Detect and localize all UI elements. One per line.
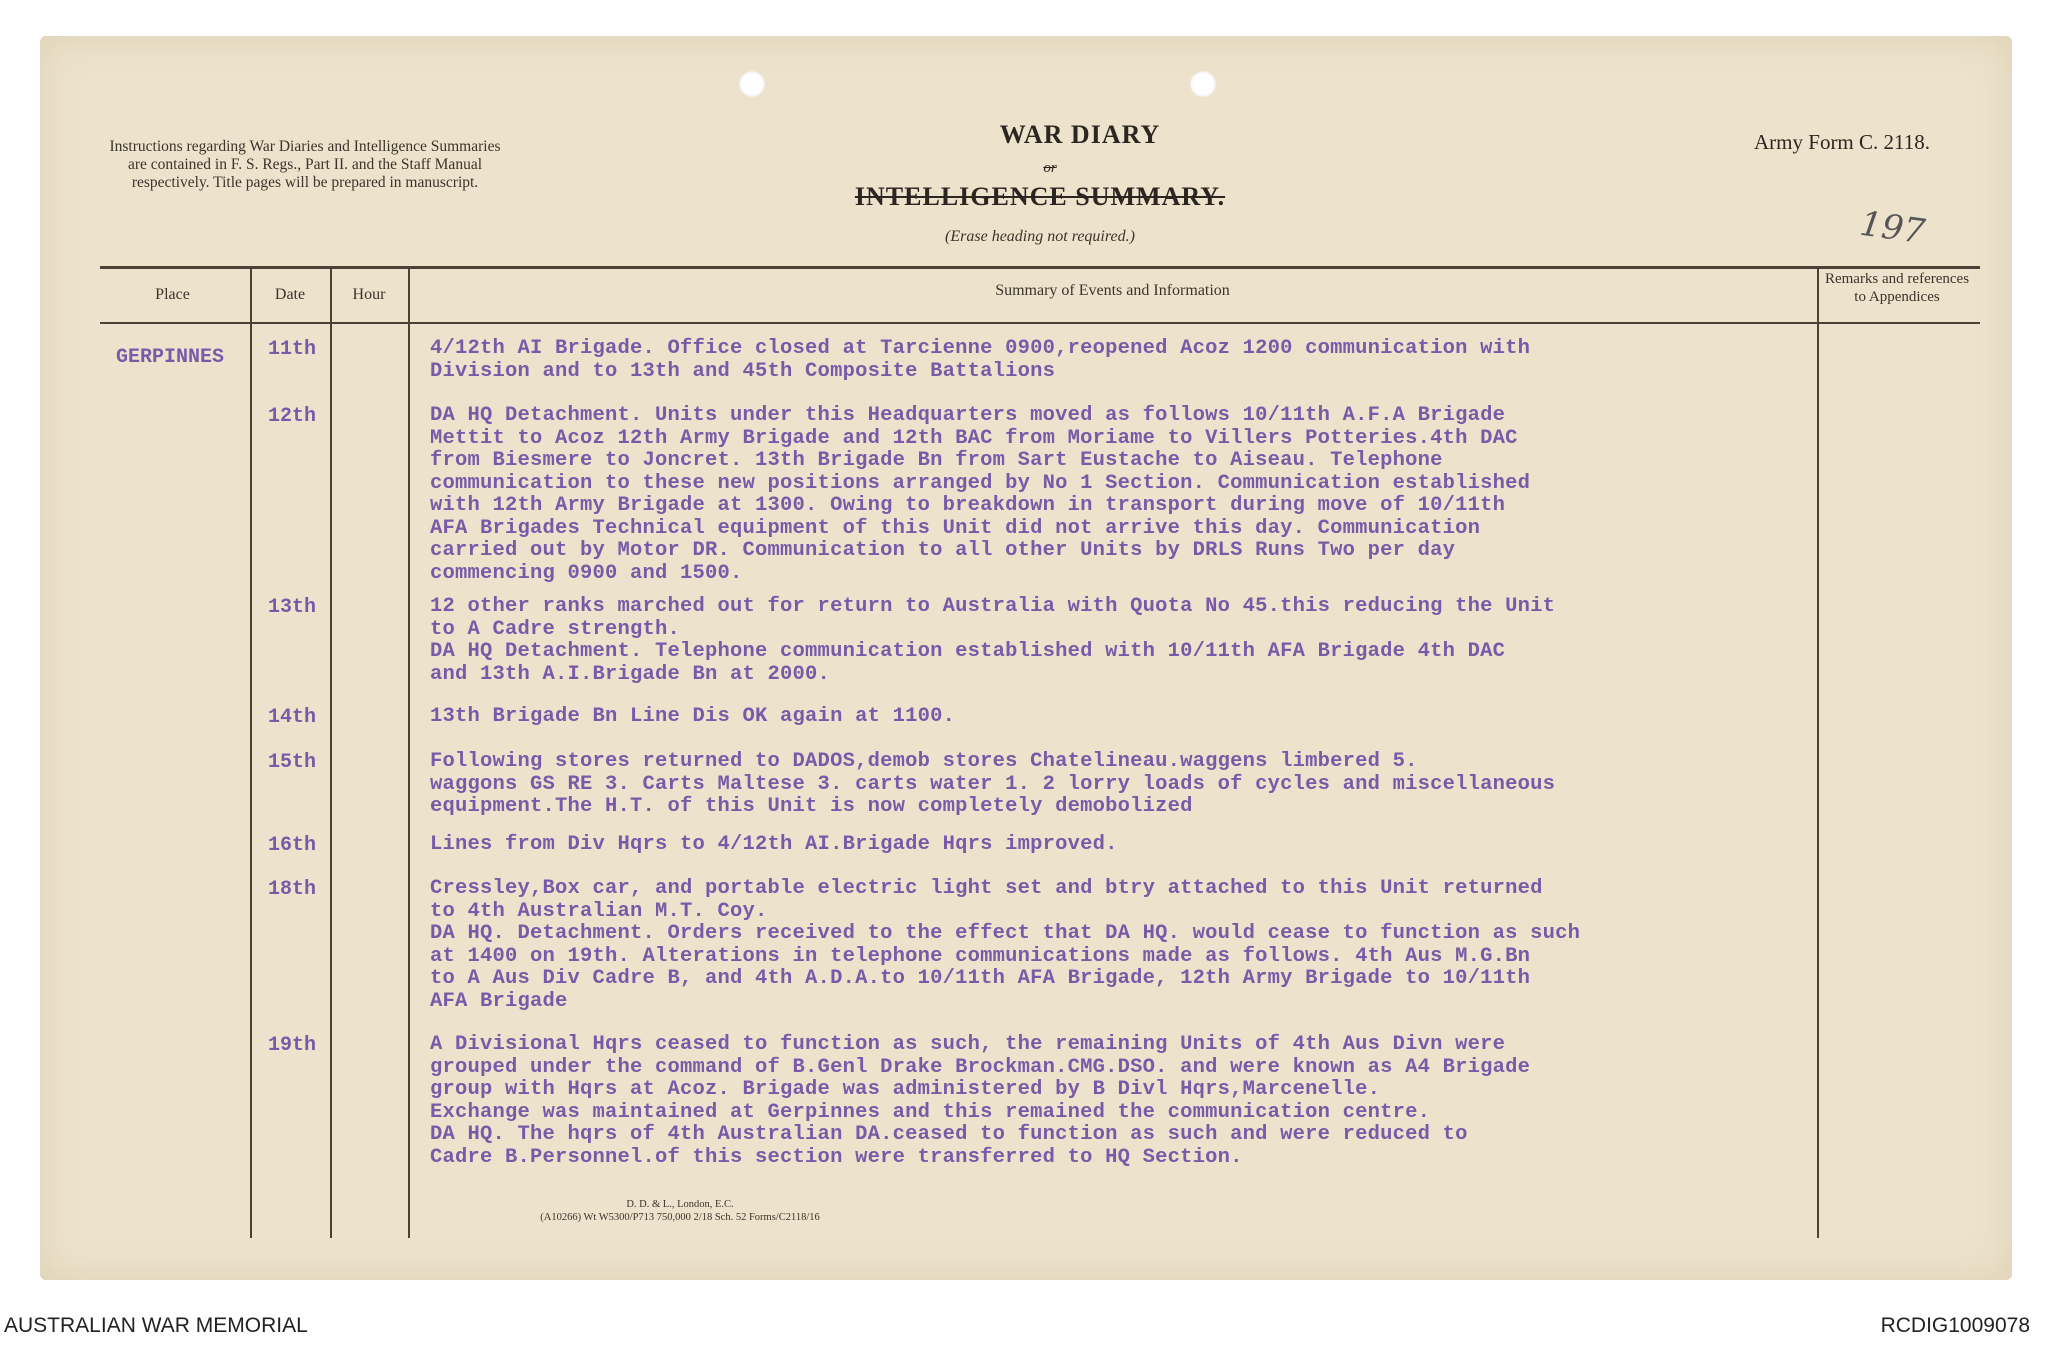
archive-credit: AUSTRALIAN WAR MEMORIAL [4,1314,308,1337]
army-form-number: Army Form C. 2118. [1754,130,1930,154]
column-divider [250,266,252,1238]
entry-date: 18th [268,878,317,901]
page-number: 197 [1857,203,1928,253]
entry-text: 4/12th AI Brigade. Office closed at Tarcienne 0900,reopened Acoz 1200 communication with Division and to 13th and 45th Composite Battalions [430,337,1531,383]
entry-text: A Divisional Hqrs ceased to function as such, the remaining Units of 4th Aus Divn were grouped under the command of B.Genl Drake Brockman.CMG.DSO. and were known as A4 Brigade group with Hqrs at Acoz. Brigade was administered by B Divl Hqrs,Marcenelle. Exchange was maintained at Gerpinnes and this remained the communication centre. DA HQ. The hqrs of 4th Australian DA.ceased to function as such and were reduced to Cadre B.Personnel.of this section were transferred to HQ Section. [430,1033,1531,1169]
column-header-remarks: Remarks and references to Appendices [1824,271,1970,305]
entry-text: Lines from Div Hqrs to 4/12th AI.Brigade Hqrs improved. [430,833,1118,856]
entry-date: 11th [268,338,317,361]
entry-text: Cressley,Box car, and portable electric light set and btry attached to this Unit returned to 4th Australian M.T. Coy. DA HQ. Detachment. Orders received to the effect that DA HQ. would cease to function as such at 1400 on 19th. Alterations in telephone communications made as follows. 4th Aus M.G.Bn to A Aus Div Cadre B, and 4th A.D.A.to 10/11th AFA Brigade, 12th Army Brigade to 10/11th AFA Brigade [430,877,1581,1013]
column-divider [330,266,332,1238]
entry-date: 15th [268,751,317,774]
archive-id: RCDIG1009078 [1880,1314,2030,1337]
form-subtitle: INTELLIGENCE SUMMARY. [854,182,1226,211]
place-name: GERPINNES [116,346,225,369]
entry-date: 12th [268,405,317,428]
entry-text: 13th Brigade Bn Line Dis OK again at 1100. [430,705,956,728]
entry-text: 12 other ranks marched out for return to Australia with Quota No 45.this reducing the Unit to A Cadre strength. DA HQ Detachment. Telephone communication established with 10/11th AFA Brigade 4th DAC and 13th A.I.Brigade Bn at 2000. [430,595,1556,686]
instructions-note: Instructions regarding War Diaries and Intelligence Summaries are contained in F. S. Regs., Part II. and the Staff Manual respectively. Title pages will be prepared in manuscript. [109,138,501,191]
printer-line: D. D. & L., London, E.C. [626,1199,734,1210]
column-divider [1817,266,1819,1238]
entry-text: Following stores returned to DADOS,demob stores Chatelineau.waggens limbered 5. waggons GS RE 3. Carts Maltese 3. carts water 1. 2 lorry loads of cycles and miscellaneous equipment.The H.T. of this Unit is now completely demobolized [430,750,1556,818]
column-header-hour: Hour [352,286,386,303]
table-header-rule [100,322,1980,324]
entry-date: 13th [268,596,317,619]
punch-hole [1190,71,1216,97]
entry-date: 19th [268,1034,317,1057]
punch-hole [739,71,765,97]
entry-text: DA HQ Detachment. Units under this Headquarters moved as follows 10/11th A.F.A Brigade Mettit to Acoz 12th Army Brigade and 12th BAC from Moriame to Villers Potteries.4th DAC from Biesmere to Joncret. 13th Brigade Bn from Sart Eustache to Aiseau. Telephone communication to these new positions arranged by No 1 Section. Communication established with 12th Army Brigade at 1300. Owing to breakdown in transport during move of 10/11th AFA Brigades Technical equipment of this Unit did not arrive this day. Communication carried out by Motor DR. Communication to all other Units by DRLS Runs Two per day commencing 0900 and 1500. [430,404,1531,585]
form-title: WAR DIARY [999,120,1161,149]
column-header-summary: Summary of Events and Information [995,282,1230,299]
table-top-rule [100,266,1980,269]
printer-line: (A10266) Wt W5300/P713 750,000 2/18 Sch. 52 Forms/C2118/16 [540,1212,820,1223]
form-or: or [1043,160,1057,176]
entry-date: 14th [268,706,317,729]
column-header-date: Date [274,286,306,303]
erase-note: (Erase heading not required.) [945,228,1135,245]
column-header-place: Place [155,286,190,303]
entry-date: 16th [268,834,317,857]
column-divider [408,266,410,1238]
printer-imprint [470,1198,890,1224]
